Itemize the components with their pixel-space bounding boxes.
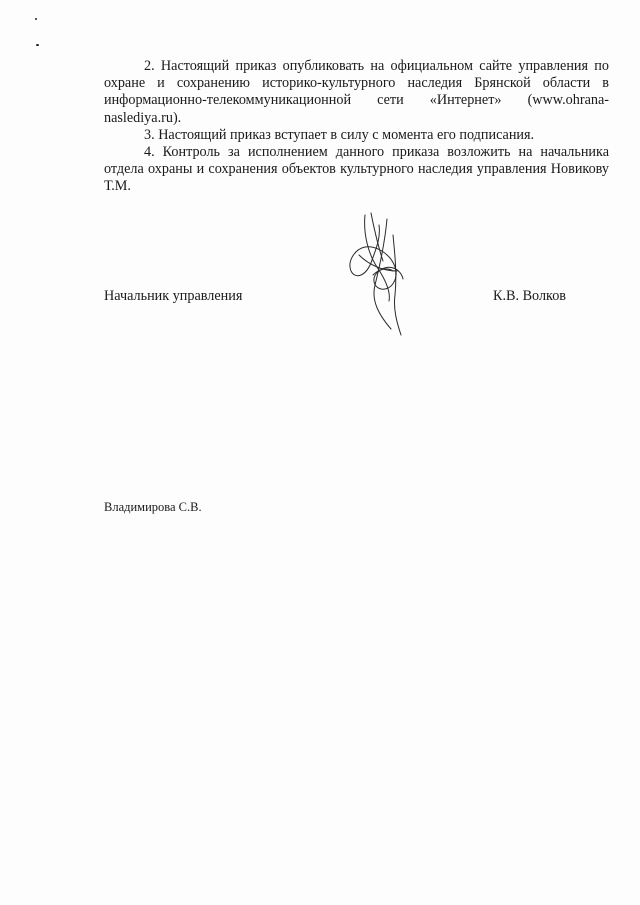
executor-name: Владимирова С.В. — [104, 500, 202, 514]
scan-speck — [36, 44, 39, 46]
signer-name: К.В. Волков — [493, 288, 566, 304]
paragraph-effective-date: 3. Настоящий приказ вступает в силу с момента его подписания. — [144, 126, 535, 143]
scan-speck — [35, 18, 37, 20]
paragraph-publication: 2. Настоящий приказ опубликовать на официальном сайте управления по охране и сохранению историко-культурного наследия Брянской области в информационно-телекоммуникационной сети «Интернет» (www.ohrana-naslediya.ru). — [104, 58, 609, 126]
signer-position: Начальник управления — [104, 288, 243, 304]
document-body — [104, 58, 609, 196]
signature-block — [104, 288, 566, 308]
handwritten-signature — [335, 205, 420, 340]
paragraph-control: 4. Контроль за исполнением данного приказа возложить на начальника отдела охраны и сохранения объектов культурного наследия управления Новикову Т.М. — [104, 144, 609, 195]
